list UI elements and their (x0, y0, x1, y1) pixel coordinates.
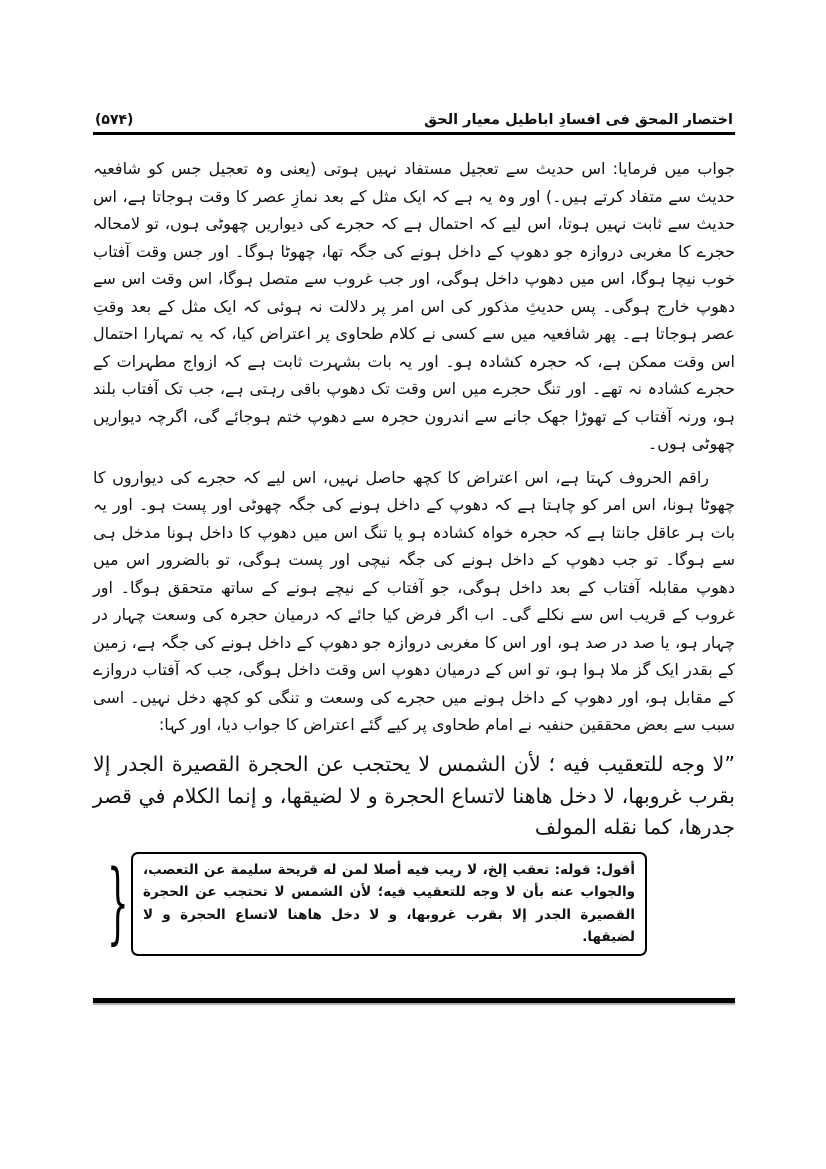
arabic-quotation: ”لا وجه للتعقيب فيه ؛ لأن الشمس لا يحتجب عن الحجرة القصيرة الجدر إلا بقرب غروبها، لا دخل هاهنا لاتساع الحجرة و لا لضيقها، و إنما الكلام في قصر جدرها، كما نقله المولف (93, 751, 735, 840)
body-paragraph-1: جواب میں فرمایا: اس حدیث سے تعجیل مستفاد نہیں ہوتی (یعنی وہ تعجیل جس کو شافعیہ حدیث سے متفاد کرتے ہیں۔) اور وہ یہ ہے کہ ایک مثل کے بعد نمازِ عصر کا وقت ہوجاتا ہے، اس حدیث سے ثابت نہیں ہوتا، اس لیے کہ احتمال ہے کہ حجرے کی دیواریں چھوٹی ہوں، تو لامحالہ حجرے کا مغربی دروازہ جو دھوپ کے داخل ہونے کی جگہ تھا، چھوٹا ہوگا۔ اور جس وقت آفتاب خوب نیچا ہوگا، اس میں دھوپ داخل ہوگی، اور جب غروب سے متصل ہوگا، اس وقت اس سے دھوپ خارج ہوگی۔ پس حدیثِ مذکور کی اس امر پر دلالت نہ ہوئی کہ ایک مثل کے بعد وقتِ عصر ہوجاتا ہے۔ پھر شافعیہ میں سے کسی نے کلام طحاوی پر اعتراض کیا، کہ یہ تمہارا احتمال اس وقت ممکن ہے، کہ حجرہ کشادہ ہو۔ اور یہ بات بشہرت ثابت ہے کہ ازواج مطہرات کے حجرے کشادہ نہ تھے۔ اور تنگ حجرے میں اس وقت تک دھوپ باقی رہتی ہے، جب تک آفتاب بلند ہو، ورنہ آفتاب کے تھوڑا جھک جانے سے اندرون حجرہ سے دھوپ ختم ہوجائے گی، اگرچہ دیواریں چھوٹی ہوں۔ (93, 159, 735, 454)
footnote-brace-icon: { (107, 852, 129, 957)
footnote-container (107, 852, 647, 957)
book-title: اختصار المحق فی افسادِ اباطیل معیار الحق (424, 112, 733, 128)
header-divider (93, 132, 735, 139)
page-header (93, 112, 735, 132)
page-content (93, 112, 735, 956)
bottom-divider (93, 998, 735, 1003)
page-number: (۵۷۴) (95, 112, 134, 128)
footnote-text: أقول: قوله: تعقب إلخ، لا ريب فيه أصلا لمن له قريحة سليمة عن التعصب، والجواب عنه بأن لا وجه للتعقيب فيه؛ لأن الشمس لا تحتجب عن الحجرة القصيرة الجدر إلا بقرب غروبها، و لا دخل هاهنا لاتساع الحجرة و لا لضيقها. (143, 862, 635, 945)
footnote-box (131, 852, 647, 956)
body-paragraph-2: راقم الحروف کہتا ہے، اس اعتراض کا کچھ حاصل نہیں، اس لیے کہ حجرے کی دیواروں کا چھوٹا ہونا، اس امر کو چاہتا ہے کہ دھوپ کے داخل ہونے کی جگہ چھوٹی اور پست ہو۔ اور یہ بات ہر عاقل جانتا ہے کہ حجرہ خواہ کشادہ ہو یا تنگ اس میں دھوپ کا داخل ہونا مدخل ہی سے ہوگا۔ تو جب دھوپ کے داخل ہونے کی جگہ نیچی اور پست ہوگی، تو بالضرور اس میں دھوپ مقابلہ آفتاب کے بعد داخل ہوگی، جو آفتاب کے نیچے ہونے کے ساتھ متحقق ہوگا۔ اور غروب کے قریب اس سے نکلے گی۔ اب اگر فرض کیا جائے کہ درمیان حجرہ کی وسعت چہار در چہار ہو، یا صد در صد ہو، اور اس کا مغربی دروازہ جو دھوپ کے داخل ہونے کی جگہ ہے، زمین کے بقدر ایک گز ملا ہوا ہو، تو اس کے درمیان دھوپ اس وقت داخل ہوگی، جب کہ آفتاب دروازے کے مقابل ہو، اور دھوپ کے داخل ہونے میں حجرے کی وسعت و تنگی کو کچھ دخل نہیں۔ اسی سبب سے بعض محققین حنفیہ نے امام طحاوی پر کیے گئے اعتراض کا جواب دیا، اور کہا: (93, 467, 735, 735)
